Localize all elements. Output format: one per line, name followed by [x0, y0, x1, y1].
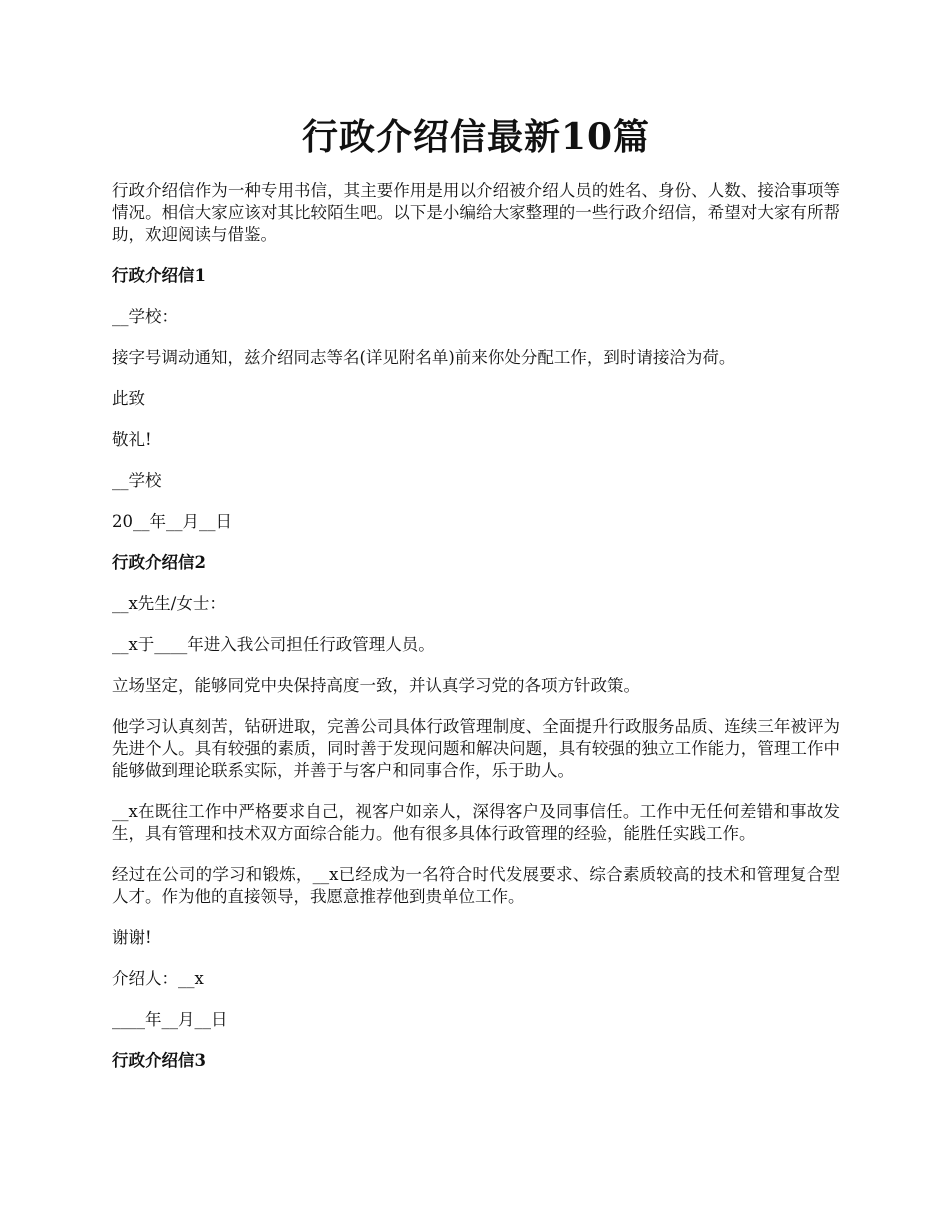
letter-2-date: ____年__月__日: [112, 1010, 228, 1029]
letter-2-paragraph-4: __x在既往工作中严格要求自己，视客户如亲人，深得客户及同事信任。工作中无任何差错和事故发生，具有管理和技术双方面综合能力。他有很多具体行政管理的经验，能胜任实践工作。: [112, 802, 840, 843]
letter-2-heading: 行政介绍信2: [112, 553, 206, 572]
letter-1-signature: __学校: [112, 471, 162, 490]
letter-2-paragraph-2: 立场坚定，能够同党中央保持高度一致，并认真学习党的各项方针政策。: [112, 676, 640, 695]
letter-2-thanks: 谢谢!: [112, 928, 152, 947]
letter-1-heading: 行政介绍信1: [112, 266, 206, 285]
letter-1-salutation: __学校：: [112, 307, 178, 326]
document-content: [112, 180, 840, 1091]
intro-paragraph: 行政介绍信作为一种专用书信，其主要作用是用以介绍被介绍人员的姓名、身份、人数、接洽事项等情况。相信大家应该对其比较陌生吧。以下是小编给大家整理的一些行政介绍信，希望对大家有所帮助，欢迎阅读与借鉴。: [112, 181, 840, 244]
letter-2-salutation: __x先生/女士：: [112, 594, 226, 613]
letter-1-date: 20__年__月__日: [112, 512, 232, 531]
letter-2-paragraph-5: 经过在公司的学习和锻炼，__x已经成为一名符合时代发展要求、综合素质较高的技术和管理复合型人才。作为他的直接领导，我愿意推荐他到贵单位工作。: [112, 865, 840, 906]
letter-2-introducer: 介绍人：__x: [112, 969, 204, 988]
letter-2-paragraph-1: __x于____年进入我公司担任行政管理人员。: [112, 635, 435, 654]
document-title: 行政介绍信最新10篇: [301, 116, 651, 158]
letter-1-body: 接字号调动通知，兹介绍同志等名(详见附名单)前来你处分配工作，到时请接洽为荷。: [112, 348, 736, 367]
letter-2-paragraph-3: 他学习认真刻苦，钻研进取，完善公司具体行政管理制度、全面提升行政服务品质、连续三年被评为先进个人。具有较强的素质，同时善于发现问题和解决问题，具有较强的独立工作能力，管理工作中能够做到理论联系实际，并善于与客户和同事合作，乐于助人。: [112, 717, 840, 780]
letter-1-closing-2: 敬礼!: [112, 430, 152, 449]
letter-1-closing-1: 此致: [112, 389, 145, 408]
letter-3-heading: 行政介绍信3: [112, 1051, 206, 1070]
